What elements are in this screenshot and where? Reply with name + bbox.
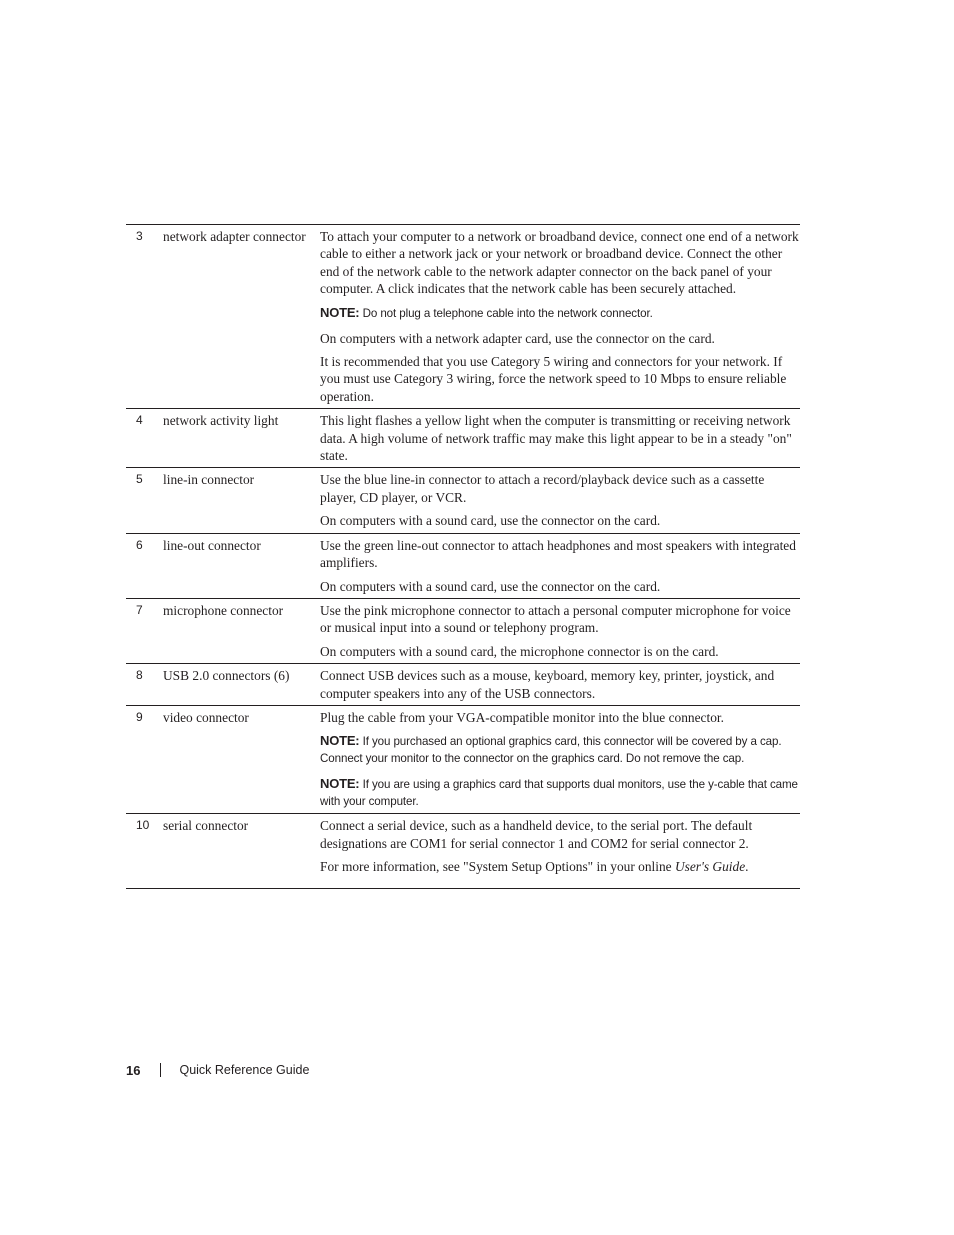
connector-description [320,709,800,810]
note-label: NOTE: [320,733,360,749]
row-number: 3 [136,229,143,243]
description-paragraph: On computers with a sound card, use the connector on the card. [320,578,661,594]
row-number: 7 [136,602,143,617]
page-footer [126,1060,309,1080]
description-paragraph: Connect USB devices such as a mouse, keyboard, memory key, printer, joystick, and computer speakers into any of the USB connectors. [320,668,775,701]
note-text: Do not plug a telephone cable into the network connector. [359,306,653,320]
connector-name: line-out connector [163,537,261,553]
users-guide-title: User's Guide [674,859,746,875]
description-paragraph [320,858,800,875]
description-paragraph: Use the pink microphone connector to attach a personal computer microphone for voice or musical input into a sound or telephony program. [320,602,791,636]
description-paragraph: Use the blue line-in connector to attach a record/playback device such as a cassette player, CD player, or VCR. [320,472,765,505]
note-label: NOTE: [320,776,360,792]
description-paragraph: This light flashes a yellow light when the computer is transmitting or receiving network data. A high volume of network traffic may make this light appear to be in a steady "on" state. [320,413,792,464]
row-number: 5 [136,472,143,487]
connector-description [320,412,800,464]
description-paragraph: On computers with a network adapter card, use the connector on the card. [320,330,715,346]
connector-description [320,602,800,660]
connector-name: serial connector [163,818,249,834]
table-row [126,225,800,408]
table-row [126,533,800,598]
description-paragraph: On computers with a sound card, the microphone connector is on the card. [320,643,719,659]
footer-divider [160,1063,161,1077]
description-paragraph: On computers with a sound card, use the connector on the card. [320,513,661,529]
description-paragraph: To attach your computer to a network or broadband device, connect one end of a network cable to either a network jack or your network or broadband device. Connect the other end of the network cable to the network adapter connector on the back panel of your computer. A click indicates that the network cable has been securely attached. [320,229,799,297]
note [320,775,800,810]
row-number: 9 [136,709,143,724]
description-paragraph: Plug the cable from your VGA-compatible monitor into the blue connector. [320,709,724,725]
description-paragraph: It is recommended that you use Category 5 wiring and connectors for your network. If you must use Category 3 wiring, force the network speed to 10 Mbps to ensure reliable operation. [320,354,787,404]
description-paragraph: Use the green line-out connector to attach headphones and most speakers with integrated amplifiers. [320,537,796,571]
connector-description [320,471,800,529]
note-label: NOTE: [320,304,360,320]
note-text: If you are using a graphics card that supports dual monitors, use the y-cable that came with your computer. [320,778,798,809]
row-number: 10 [136,818,150,833]
row-number: 8 [136,668,143,683]
document-title: Quick Reference Guide [179,1063,310,1077]
connector-name: video connector [163,709,249,725]
connector-description [320,817,800,875]
table-row [126,598,800,663]
row-number: 6 [136,537,143,552]
page-number: 16 [126,1062,141,1078]
table-row [126,663,800,705]
table-row [126,813,800,887]
connector-description [320,667,800,702]
connector-name: microphone connector [163,602,284,618]
text-segment: For more information, see "System Setup Options" in your online [320,859,675,875]
connector-table [126,224,800,889]
row-number: 4 [136,413,143,428]
connector-description [320,228,800,405]
table-row [126,408,800,467]
connector-name: network adapter connector [163,229,306,244]
connector-description [320,537,800,595]
description-paragraph: Connect a serial device, such as a handheld device, to the serial port. The default designations are COM1 for serial connector 1 and COM2 for serial connector 2. [320,818,753,851]
text-segment: . [745,859,749,875]
note-text: If you purchased an optional graphics card, this connector will be covered by a cap. Connect your monitor to the connector on the graphics card. Do not remove the cap. [320,735,782,766]
note [320,732,800,767]
note [320,304,800,322]
connector-name: USB 2.0 connectors (6) [163,668,290,684]
table-row [126,467,800,532]
table-row [126,705,800,813]
connector-name: network activity light [163,413,279,429]
connector-name: line-in connector [163,472,255,488]
